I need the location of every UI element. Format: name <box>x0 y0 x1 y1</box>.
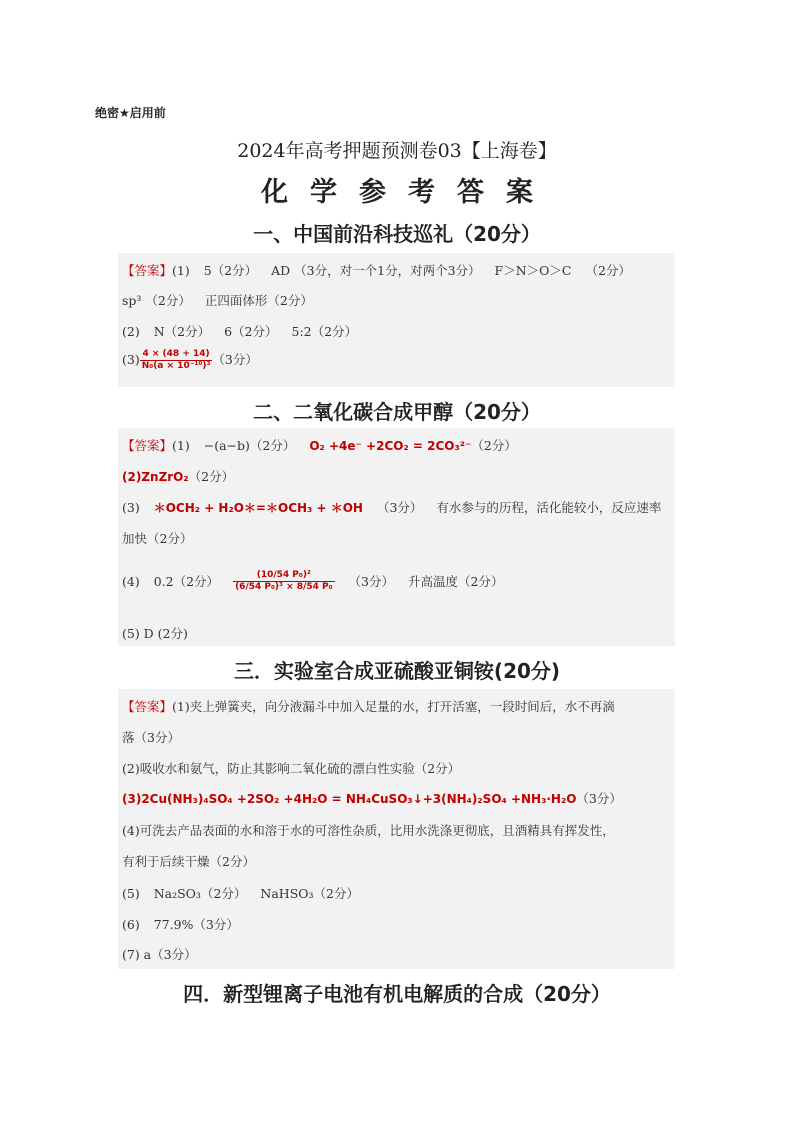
answer-box-1 <box>118 253 675 387</box>
answer-line <box>122 349 258 372</box>
answer-part: 6（2分） <box>224 324 278 339</box>
reaction-step: ＊OCH₂ + H₂O＊=＊OCH₃ + ＊OH <box>153 501 363 515</box>
answer-part: (2)吸收水和氨气，防止其影响二氧化硫的漂白性实验（2分） <box>122 761 461 776</box>
answer-line <box>122 624 188 642</box>
answer-line <box>122 697 615 715</box>
answer-part: 有水参与的历程，活化能较小，反应速率 <box>436 500 662 515</box>
section-title-2: 二、二氧化碳合成甲醇（20分） <box>253 400 541 424</box>
section-title-4: 四．新型锂离子电池有机电解质的合成（20分） <box>183 982 611 1006</box>
answer-line <box>122 467 234 485</box>
fraction-numerator: (10/54 P₀)² <box>233 570 334 582</box>
answer-part: (5) D (2分) <box>122 626 188 641</box>
answer-part: (1) <box>172 263 190 278</box>
answer-label: 【答案】 <box>122 263 173 278</box>
answer-part: （2分） <box>188 469 235 484</box>
answer-part: (4)可洗去产品表面的水和溶于水的可溶性杂质，比用水洗涤更彻底，且酒精具有挥发性， <box>122 823 615 838</box>
answer-box-3 <box>118 689 675 969</box>
answer-part: （3分） <box>348 574 394 589</box>
answer-part: 5（2分） <box>203 263 258 278</box>
answer-line <box>122 261 631 279</box>
answer-part: 0.2（2分） <box>153 574 220 589</box>
catalyst-answer: (2)ZnZrO₂ <box>122 470 189 484</box>
answer-part: N（2分） <box>153 324 211 339</box>
answer-line <box>122 322 357 340</box>
fraction-numerator: 4 × (48 + 14) <box>140 349 213 361</box>
answer-part: sp³ <box>122 293 142 308</box>
answer-part: 落（3分） <box>122 730 180 745</box>
answer-part: (4) <box>122 573 140 589</box>
answer-part: (3) <box>122 352 140 367</box>
answer-part: （3分） <box>576 791 622 806</box>
answer-part: NaHSO₃（2分） <box>260 886 359 901</box>
answer-line <box>122 821 615 839</box>
answer-line <box>122 884 359 902</box>
answer-part: （3分） <box>376 500 423 515</box>
document-title: 2024年高考押题预测卷03【上海卷】 <box>237 140 557 162</box>
answer-line <box>122 436 517 454</box>
answer-line <box>122 915 239 933</box>
answer-part: （3分） <box>212 352 258 367</box>
answer-part: 77.9%（3分） <box>153 917 239 932</box>
answer-line <box>122 291 313 309</box>
section-title-1: 一、中国前沿科技巡礼（20分） <box>253 222 541 246</box>
answer-part: （2分） <box>145 293 191 308</box>
fraction-denominator: (6/54 P₀)³ × 8/54 P₀ <box>235 581 333 592</box>
answer-part: （2分） <box>471 438 517 453</box>
answer-label: 【答案】 <box>122 699 173 714</box>
answer-line <box>122 852 255 870</box>
fraction-denominator: N₀(a × 10⁻¹⁰)³ <box>141 361 211 371</box>
electrode-equation: O₂ +4e⁻ +2CO₂ = 2CO₃²⁻ <box>309 439 472 453</box>
document-subtitle: 化学参考答案 <box>261 177 555 208</box>
answer-line <box>122 759 460 777</box>
kp-fraction <box>233 570 334 593</box>
answer-line <box>122 789 622 807</box>
answer-part: 正四面体形（2分） <box>204 293 313 308</box>
section-title-3: 三．实验室合成亚硫酸亚铜铵(20分) <box>233 659 561 683</box>
answer-part: (6) <box>122 917 140 932</box>
answer-part: 加快（2分） <box>122 531 193 546</box>
answer-box-2 <box>118 428 675 646</box>
density-fraction <box>140 349 213 372</box>
answer-part: (7) a（3分） <box>122 947 197 962</box>
answer-part: (1) <box>172 438 190 453</box>
answer-part: 升高温度（2分） <box>407 574 504 589</box>
answer-label: 【答案】 <box>122 438 173 453</box>
answer-part: (3) <box>122 500 140 515</box>
answer-part: Na₂SO₃（2分） <box>153 886 247 901</box>
answer-line <box>122 498 661 516</box>
confidential-label: 绝密★启用前 <box>95 106 166 120</box>
answer-part: −(a−b)（2分） <box>203 438 296 453</box>
answer-line <box>122 561 503 601</box>
answer-part: F＞N＞O＞C <box>494 263 572 278</box>
answer-part: 有利于后续干燥（2分） <box>122 854 255 869</box>
answer-line <box>122 728 180 746</box>
answer-part: （2分） <box>585 263 631 278</box>
answer-part: (2) <box>122 324 140 339</box>
answer-line <box>122 945 197 963</box>
answer-part: (1)夹上弹簧夹，向分液漏斗中加入足量的水，打开活塞，一段时间后，水不再滴 <box>172 699 615 714</box>
synthesis-equation: (3)2Cu(NH₃)₄SO₄ +2SO₂ +4H₂O = NH₄CuSO₃↓+3(NH₄)₂SO₄ +NH₃·H₂O <box>122 792 577 806</box>
answer-part: (5) <box>122 886 140 901</box>
answer-part: AD （3分，对一个1分，对两个3分） <box>271 263 481 278</box>
answer-line <box>122 529 192 547</box>
answer-part: 5:2（2分） <box>291 324 358 339</box>
